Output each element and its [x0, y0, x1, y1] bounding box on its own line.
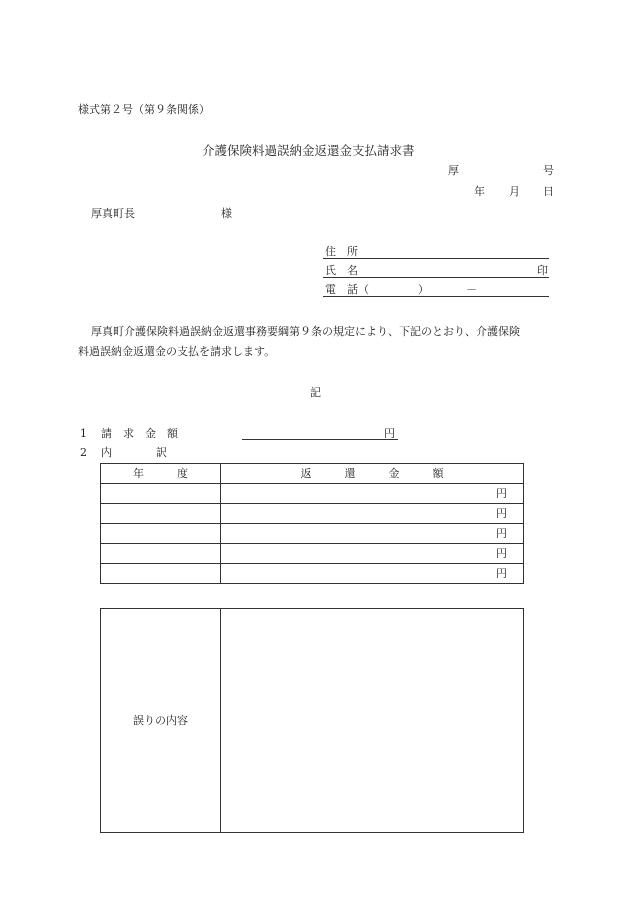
phone-close-paren: ） — [418, 283, 429, 296]
amount-cell[interactable]: 円 — [221, 484, 524, 504]
phone-line — [323, 296, 549, 297]
item2-number: 2 — [80, 446, 87, 459]
amount-cell[interactable]: 円 — [221, 544, 524, 564]
item1-label: 請 求 金 額 — [101, 427, 178, 440]
address-line — [323, 258, 549, 259]
breakdown-header-row — [101, 464, 524, 484]
recipient-name: 厚真町長 — [91, 207, 135, 220]
year-cell[interactable] — [101, 524, 221, 544]
date-year: 年 — [474, 185, 485, 198]
breakdown-table — [100, 463, 524, 584]
year-cell[interactable] — [101, 564, 221, 584]
date-month: 月 — [509, 185, 520, 198]
amount-cell[interactable]: 円 — [221, 524, 524, 544]
body-line-2: 料過誤納金返還金の支払を請求します。 — [78, 345, 276, 358]
ki-heading: 記 — [310, 386, 321, 399]
recipient-honorific: 様 — [221, 207, 232, 220]
body-line-1: 厚真町介護保険料過誤納金返還事務要綱第９条の規定により、下記のとおり、介護保険 — [91, 325, 520, 338]
error-content-row — [101, 609, 524, 833]
error-content-table — [100, 608, 524, 833]
doc-number-prefix: 厚 — [448, 164, 459, 177]
name-line — [323, 277, 549, 278]
document-title: 介護保険料過誤納金返還金支払請求書 — [202, 143, 415, 158]
form-number: 様式第２号（第９条関係） — [78, 103, 210, 116]
seal-mark: 印 — [537, 264, 548, 277]
phone-dash: － — [466, 283, 477, 296]
name-label: 氏 名 — [325, 264, 358, 277]
header-amount: 返 還 金 額 — [221, 464, 524, 484]
table-row — [101, 524, 524, 544]
error-content-field[interactable] — [221, 609, 524, 833]
table-row — [101, 504, 524, 524]
item1-unit: 円 — [384, 427, 395, 440]
item2-label: 内 訳 — [101, 446, 167, 459]
header-year: 年 度 — [101, 464, 221, 484]
table-row — [101, 484, 524, 504]
amount-cell[interactable]: 円 — [221, 504, 524, 524]
amount-cell[interactable]: 円 — [221, 564, 524, 584]
year-cell[interactable] — [101, 504, 221, 524]
year-cell[interactable] — [101, 484, 221, 504]
table-row — [101, 564, 524, 584]
doc-number-suffix: 号 — [543, 164, 554, 177]
address-label: 住 所 — [325, 245, 358, 258]
date-day: 日 — [543, 185, 554, 198]
phone-label: 電 話（ — [325, 283, 369, 296]
amount-line — [242, 439, 398, 440]
error-content-label: 誤りの内容 — [101, 609, 221, 833]
table-row — [101, 544, 524, 564]
item1-number: 1 — [80, 427, 87, 440]
year-cell[interactable] — [101, 544, 221, 564]
